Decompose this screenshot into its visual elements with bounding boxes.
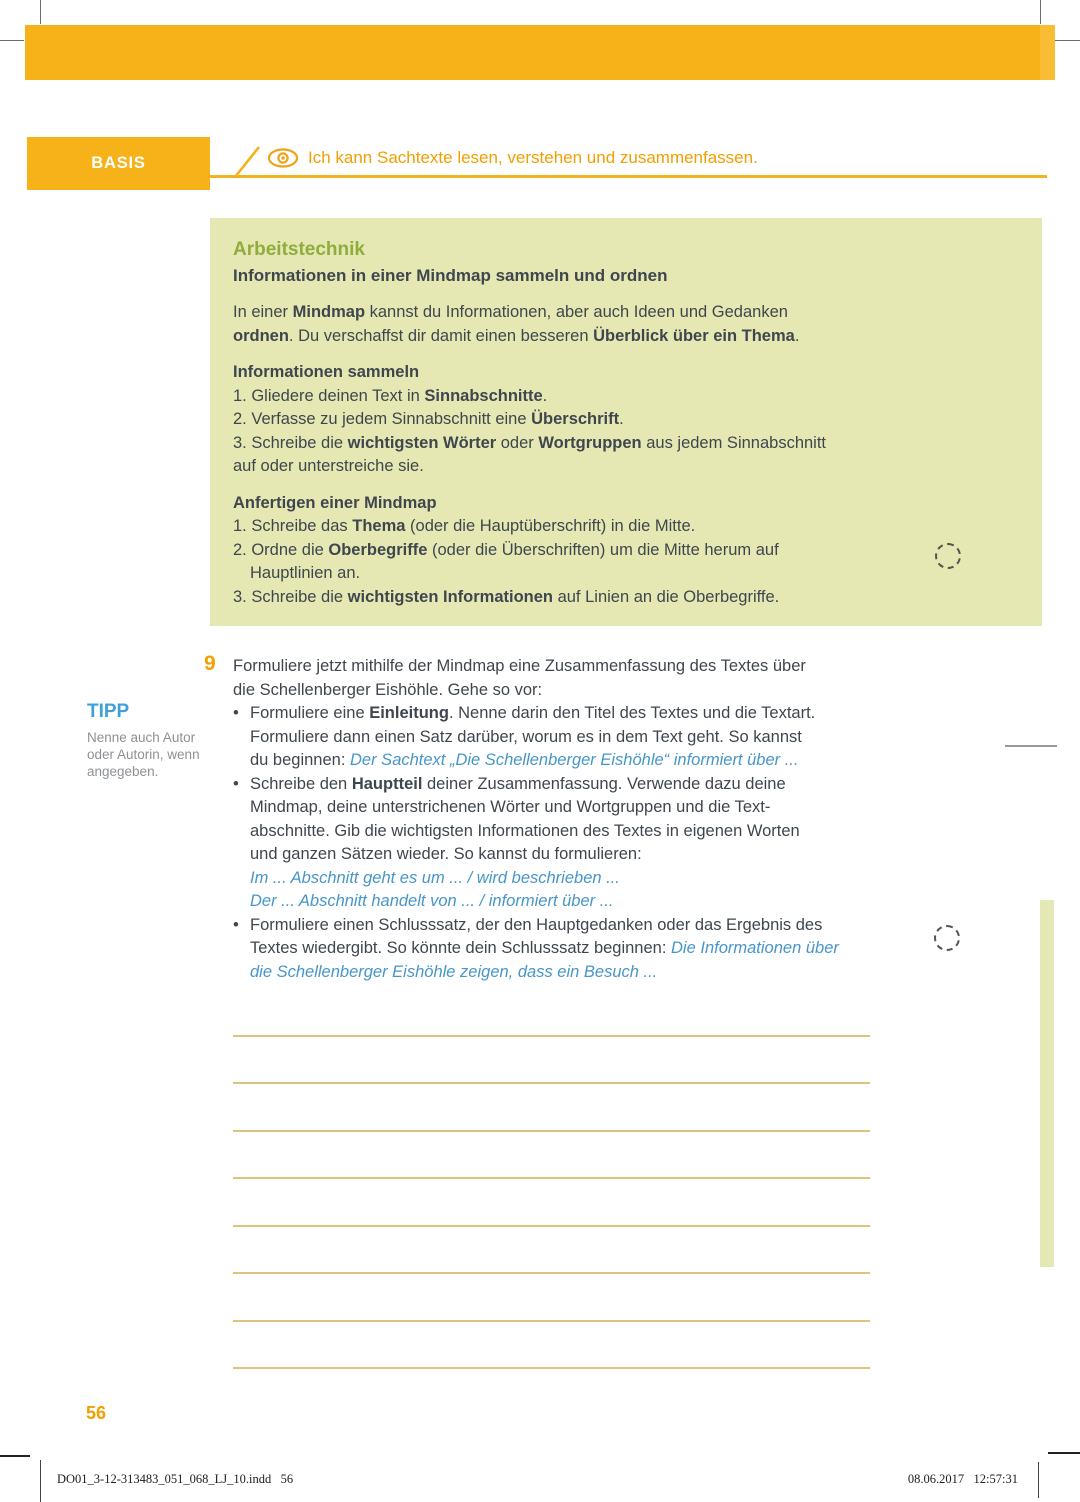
text-line (250, 820, 893, 844)
text-line (250, 937, 893, 961)
text-line (250, 914, 893, 938)
text-segment: In einer (233, 303, 293, 321)
text-segment: . (542, 386, 548, 405)
text-segment: Formuliere dann einen Satz darüber, worum es in dem Text geht. So kannst (250, 727, 802, 746)
text-line (250, 773, 893, 797)
bullet-marker: • (233, 915, 239, 934)
text-segment: 1. Gliedere deinen Text in (233, 386, 425, 405)
technique-intro (233, 301, 1022, 348)
level-badge (27, 137, 210, 190)
crop-mark (40, 1460, 41, 1502)
technique-box (210, 218, 1042, 626)
bullet-text (250, 773, 893, 914)
text-line (233, 655, 893, 679)
bullet-text (250, 702, 893, 773)
text-segment: kannst du Informationen, aber auch Ideen und Gedanken (365, 303, 788, 321)
task-bullet (233, 702, 893, 773)
text-line (233, 492, 1022, 516)
technique-title: Informationen in einer Mindmap sammeln und ordnen (233, 266, 668, 285)
text-line (233, 361, 1022, 385)
answer-line (233, 1367, 870, 1369)
task-number: 9 (204, 652, 216, 675)
text-segment: 3. Schreibe die (233, 433, 348, 452)
text-segment: . (794, 326, 800, 345)
task-body (233, 655, 893, 984)
text-segment: Thema (352, 517, 406, 535)
text-segment: (oder die Überschriften) um die Mitte herum auf (427, 540, 779, 559)
text-segment: Der ... Abschnitt handelt von ... / informiert über ... (250, 892, 614, 910)
text-segment: Die Informationen über (671, 939, 839, 957)
text-segment: . Nenne darin den Titel des Textes und die Textart. (448, 704, 816, 722)
text-line (250, 961, 893, 985)
text-segment: 2. Verfasse zu jedem Sinnabschnitt eine (233, 410, 532, 428)
text-line (233, 432, 1022, 456)
task-intro (233, 655, 893, 702)
text-line (250, 726, 893, 750)
text-segment: Oberbegriffe (328, 540, 428, 559)
text-segment: Der Sachtext „Die Schellenberger Eishöhle“ informiert über ... (350, 751, 799, 769)
text-segment: 2. Ordne die (233, 540, 329, 559)
text-segment: oder (496, 433, 539, 452)
punch-hole-mark (935, 543, 961, 569)
text-segment: Mindmap, deine unterstrichenen Wörter und Wortgruppen und die Text- (250, 798, 771, 816)
text-line (250, 843, 893, 867)
tip-box (87, 701, 222, 780)
text-line (250, 702, 893, 726)
slash-mark (233, 145, 263, 179)
punch-hole-mark (934, 925, 960, 951)
text-segment: Sinnabschnitte (424, 386, 543, 405)
text-segment: wichtigsten Wörter (347, 433, 497, 452)
answer-line (233, 1177, 870, 1179)
task-bullet (233, 773, 893, 914)
text-segment: und ganzen Sätzen wieder. So kannst du formulieren: (250, 845, 642, 863)
text-segment: . Du verschaffst dir damit einen besseren (288, 326, 594, 345)
text-line (233, 562, 1022, 586)
text-segment: Formuliere jetzt mithilfe der Mindmap eine Zusammenfassung des Textes über (233, 657, 806, 675)
text-line (233, 539, 1022, 563)
crop-mark (1040, 0, 1041, 24)
competence-underline (210, 175, 1047, 178)
text-segment: Anfertigen einer Mindmap (233, 493, 437, 512)
text-segment: Formuliere einen Schlusssatz, der den Hauptgedanken oder das Ergebnis des (250, 915, 823, 934)
text-line (250, 796, 893, 820)
text-line (250, 749, 893, 773)
text-segment: Formuliere eine (250, 704, 370, 722)
text-line (233, 679, 893, 703)
fold-mark (1005, 745, 1057, 747)
answer-line (233, 1082, 870, 1084)
answer-line (233, 1225, 870, 1227)
crop-mark (1038, 1462, 1039, 1498)
text-segment: abschnitte. Gib die wichtigsten Informationen des Textes in eigenen Worten (250, 821, 800, 840)
text-line (233, 408, 1022, 432)
text-segment: Überblick über ein Thema (593, 326, 795, 345)
text-segment: Textes wiedergibt. So könnte dein Schlusssatz beginnen: (250, 939, 672, 957)
chapter-color-bar (25, 25, 1055, 80)
text-segment: Mindmap (292, 303, 366, 321)
text-line (233, 301, 1022, 325)
text-segment: die Schellenberger Eishöhle zeigen, dass ein Besuch ... (250, 962, 658, 981)
text-segment: auf Linien an die Oberbegriffe. (553, 587, 780, 606)
text-segment: Einleitung (369, 704, 449, 722)
text-line (233, 515, 1022, 539)
answer-line (233, 1035, 870, 1037)
text-segment: ordnen (233, 326, 289, 345)
answer-line (233, 1272, 870, 1274)
chapter-color-bar-bleed (1040, 25, 1055, 80)
text-line (233, 455, 1022, 479)
crop-mark (1048, 1452, 1080, 1454)
tip-label: TIPP (87, 701, 130, 722)
text-segment: Hauptlinien an. (250, 564, 361, 582)
text-segment: 1. Schreibe das (233, 517, 353, 535)
text-segment: Informationen sammeln (233, 363, 420, 381)
text-segment: Im ... Abschnitt geht es um ... / wird beschrieben ... (250, 868, 620, 887)
text-segment: die Schellenberger Eishöhle. Gehe so vor: (233, 680, 543, 699)
crop-mark (40, 0, 41, 24)
text-segment: aus jedem Sinnabschnitt (641, 433, 827, 452)
footer-filename: DO01_3-12-313483_051_068_LJ_10.indd 56 (57, 1472, 294, 1486)
tip-text-line: oder Autorin, wenn (87, 747, 200, 762)
crop-mark (1053, 40, 1080, 41)
text-segment: 3. Schreibe die (233, 587, 348, 606)
level-badge-label: BASIS (91, 154, 146, 172)
task-bullet (233, 914, 893, 985)
tip-text-line: Nenne auch Autor (87, 730, 196, 745)
text-segment: Schreibe den (250, 774, 352, 793)
text-segment: Wortgruppen (538, 433, 642, 452)
text-line (250, 867, 893, 891)
text-line (233, 586, 1022, 610)
competence-text: Ich kann Sachtexte lesen, verstehen und zusammenfassen. (308, 148, 758, 167)
technique-kicker: Arbeitstechnik (233, 239, 365, 260)
bullet-marker: • (233, 704, 239, 722)
technique-create-steps (233, 492, 1022, 610)
text-segment: wichtigsten Informationen (347, 587, 553, 606)
crop-mark (0, 40, 24, 41)
footer-timestamp: 08.06.2017 12:57:31 (907, 1472, 1018, 1486)
text-segment: Hauptteil (351, 774, 423, 793)
section-color-tab (1040, 900, 1054, 1267)
text-segment: deiner Zusammenfassung. Verwende dazu deine (422, 774, 786, 793)
text-line (233, 385, 1022, 409)
technique-collect-steps (233, 361, 1022, 479)
text-segment: (oder die Hauptüberschrift) in die Mitte. (405, 517, 696, 535)
bullet-text (250, 914, 893, 985)
crop-mark (0, 1455, 30, 1457)
eye-icon (266, 146, 300, 170)
text-segment: auf oder unterstreiche sie. (233, 457, 424, 475)
text-segment: Überschrift (531, 410, 620, 428)
page-number: 56 (86, 1403, 107, 1423)
text-line (233, 325, 1022, 349)
tip-text-line: angegeben. (87, 764, 159, 779)
text-line (250, 890, 893, 914)
text-segment: . (619, 410, 624, 428)
answer-line (233, 1130, 870, 1132)
answer-line (233, 1320, 870, 1322)
bullet-marker: • (233, 774, 239, 793)
text-segment: du beginnen: (250, 751, 351, 769)
